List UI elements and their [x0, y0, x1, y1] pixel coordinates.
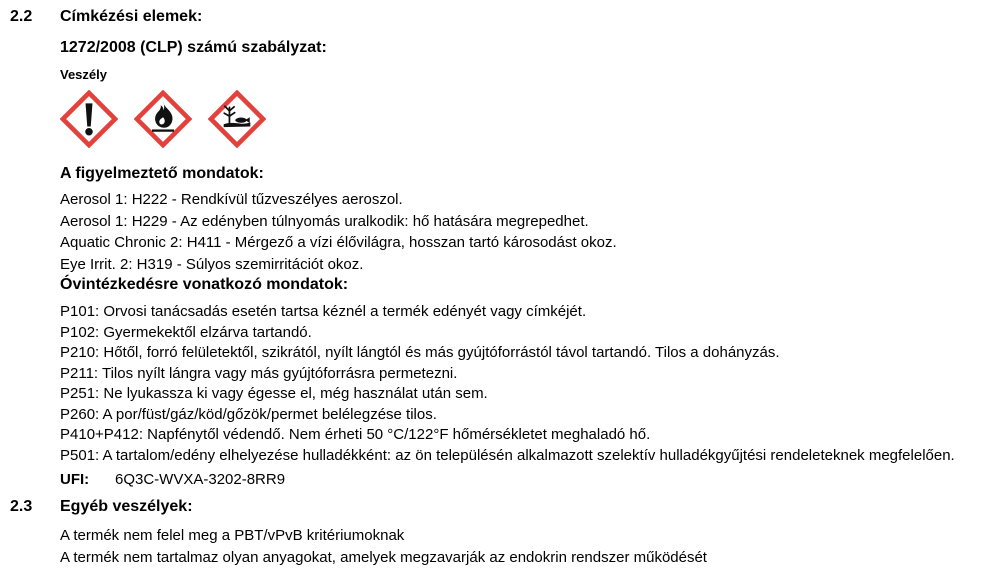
- precautionary-statement: P260: A por/füst/gáz/köd/gőzök/permet belélegzése tilos.: [60, 405, 437, 423]
- section-2-2-heading: [10, 8, 990, 26]
- other-hazard-statement: A termék nem felel meg a PBT/vPvB kritériumoknak: [60, 527, 405, 544]
- hazard-statements-heading: A figyelmeztető mondatok:: [60, 165, 264, 182]
- precautionary-statement: P210: Hőtől, forró felületektől, szikrától, nyílt lángtól és más gyújtóforrástól távol tartandó. Tilos a dohányzás.: [60, 344, 780, 361]
- hazard-statements-list: [60, 189, 955, 275]
- precautionary-statements-list: [60, 302, 955, 466]
- other-hazards-list: [60, 525, 955, 569]
- clp-regulation-heading: 1272/2008 (CLP) számú szabályzat:: [60, 39, 327, 56]
- ghs09-environment-pictogram-icon: [208, 90, 266, 148]
- precautionary-statements-heading: Óvintézkedésre vonatkozó mondatok:: [60, 276, 349, 293]
- precautionary-statement: P501: A tartalom/edény elhelyezése hulladékként: az ön településén alkalmazott szelektív hulladékgyűjtési rendeleteknek megfelelően.: [60, 446, 955, 464]
- precautionary-statement: P102: Gyermekektől elzárva tartandó.: [60, 323, 312, 341]
- hazard-statement: Eye Irrit. 2: H319 - Súlyos szemirritációt okoz.: [60, 255, 364, 273]
- ufi-label: UFI:: [60, 471, 90, 488]
- other-hazard-statement: A termék nem tartalmaz olyan anyagokat, amelyek megzavarják az endokrin rendszer működését: [60, 549, 707, 566]
- precautionary-statement: P410+P412: Napfénytől védendő. Nem érheti 50 °C/122°F hőmérsékletet meghaladó hő.: [60, 426, 651, 443]
- section-number: 2.3: [10, 498, 33, 515]
- ghs-pictogram-row: [60, 90, 955, 148]
- section-title: Egyéb veszélyek:: [60, 498, 193, 515]
- ghs02-flame-pictogram-icon: [134, 90, 192, 148]
- hazard-statement: Aerosol 1: H222 - Rendkívül tűzveszélyes aeroszol.: [60, 191, 403, 208]
- section-number: 2.2: [10, 8, 33, 25]
- ufi-value: 6Q3C-WVXA-3202-8RR9: [115, 471, 286, 488]
- ghs07-exclamation-pictogram-icon: [60, 90, 118, 148]
- ufi-row: [60, 471, 955, 488]
- hazard-statement: Aquatic Chronic 2: H411 - Mérgező a vízi élővilágra, hosszan tartó károsodást okoz.: [60, 234, 617, 251]
- signal-word: Veszély: [60, 67, 107, 82]
- section-title: Címkézési elemek:: [60, 8, 203, 25]
- precautionary-statement: P251: Ne lyukassza ki vagy égesse el, még használat után sem.: [60, 385, 488, 402]
- section-2-3-heading: [10, 498, 990, 516]
- precautionary-statement: P101: Orvosi tanácsadás esetén tartsa kéznél a termék edényét vagy címkéjét.: [60, 303, 587, 320]
- precautionary-statement: P211: Tilos nyílt lángra vagy más gyújtóforrásra permetezni.: [60, 364, 458, 382]
- hazard-statement: Aerosol 1: H229 - Az edényben túlnyomás uralkodik: hő hatására megrepedhet.: [60, 212, 589, 230]
